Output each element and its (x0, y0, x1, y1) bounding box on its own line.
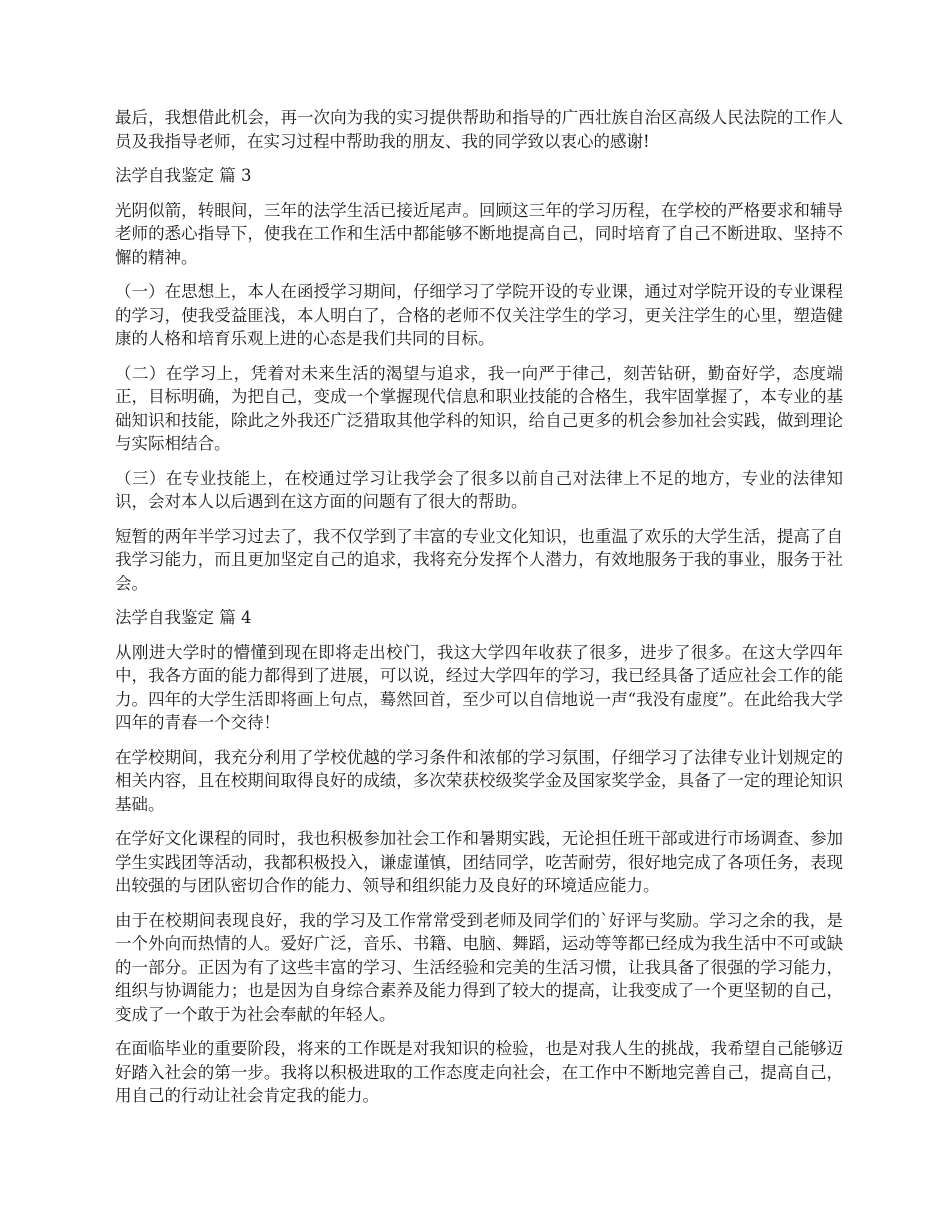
paragraph: 从刚进大学时的懵懂到现在即将走出校门，我这大学四年收获了很多，进步了很多。在这大学四年中，我各方面的能力都得到了进展，可以说，经过大学四年的学习，我已经具备了适应社会工作的能力。四年的大学生活即将画上句点，蓦然回首，至少可以自信地说一声“我没有虚度”。在此给我大学四年的青春一个交待！ (115, 642, 843, 732)
paragraph: 光阴似箭，转眼间，三年的法学生活已接近尾声。回顾这三年的学习历程，在学校的严格要求和辅导老师的悉心指导下，使我在工作和生活中都能够不断地提高自己，同时培育了自己不断进取、坚持不懈的精神。 (115, 200, 843, 267)
paragraph: （一）在思想上，本人在函授学习期间，仔细学习了学院开设的专业课，通过对学院开设的专业课程的学习，使我受益匪浅，本人明白了，合格的老师不仅关注学生的学习，更关注学生的心里，塑造健康的人格和培育乐观上进的心态是我们共同的目标。 (115, 282, 843, 348)
paragraph: 短暂的两年半学习过去了，我不仅学到了丰富的专业文化知识，也重温了欢乐的大学生活，提高了自我学习能力，而且更加坚定自己的追求，我将充分发挥个人潜力，有效地服务于我的事业，服务于社会。 (115, 526, 843, 593)
paragraph: 最后，我想借此机会，再一次向为我的实习提供帮助和指导的广西壮族自治区高级人民法院的工作人员及我指导老师，在实习过程中帮助我的朋友、我的同学致以衷心的感谢! (115, 108, 843, 151)
paragraph: 在面临毕业的重要阶段，将来的工作既是对我知识的检验，也是对我人生的挑战，我希望自己能够迈好踏入社会的第一步。我将以积极进取的工作态度走向社会，在工作中不断地完善自己，提高自己，用自己的行动让社会肯定我的能力。 (115, 1039, 843, 1105)
paragraph: 在学好文化课程的同时，我也积极参加社会工作和暑期实践，无论担任班干部或进行市场调查、参加学生实践团等活动，我都积极投入，谦虚谨慎，团结同学，吃苦耐劳，很好地完成了各项任务，表现出较强的与团队密切合作的能力、领导和组织能力及良好的环境适应能力。 (115, 829, 843, 895)
section-heading: 法学自我鉴定 篇 3 (115, 166, 252, 185)
document-body (115, 106, 843, 1119)
paragraph: 在学校期间，我充分利用了学校优越的学习条件和浓郁的学习氛围，仔细学习了法律专业计划规定的相关内容，且在校期间取得良好的成绩，多次荣获校级奖学金及国家奖学金，具备了一定的理论知识基础。 (115, 747, 843, 814)
paragraph: 由于在校期间表现良好，我的学习及工作常常受到老师及同学们的`好评与奖励。学习之余的我，是一个外向而热情的人。爱好广泛，音乐、书籍、电脑、舞蹈，运动等等都已经成为我生活中不可或缺的一部分。正因为有了这些丰富的学习、生活经验和完美的生活习惯，让我具备了很强的学习能力，组织与协调能力；也是因为自身综合素养及能力得到了较大的提高，让我变成了一个更坚韧的自己，变成了一个敢于为社会奉献的年轻人。 (115, 910, 843, 1024)
section-heading: 法学自我鉴定 篇 4 (115, 608, 252, 627)
paragraph: （三）在专业技能上，在校通过学习让我学会了很多以前自己对法律上不足的地方，专业的法律知识，会对本人以后遇到在这方面的问题有了很大的帮助。 (115, 468, 843, 511)
paragraph: （二）在学习上，凭着对未来生活的渴望与追求，我一向严于律己，刻苦钻研，勤奋好学，态度端正，目标明确，为把自己，变成一个掌握现代信息和职业技能的合格生，我牢固掌握了，本专业的基础知识和技能，除此之外我还广泛猎取其他学科的知识，给自己更多的机会参加社会实践，做到理论与实际相结合。 (115, 363, 843, 453)
